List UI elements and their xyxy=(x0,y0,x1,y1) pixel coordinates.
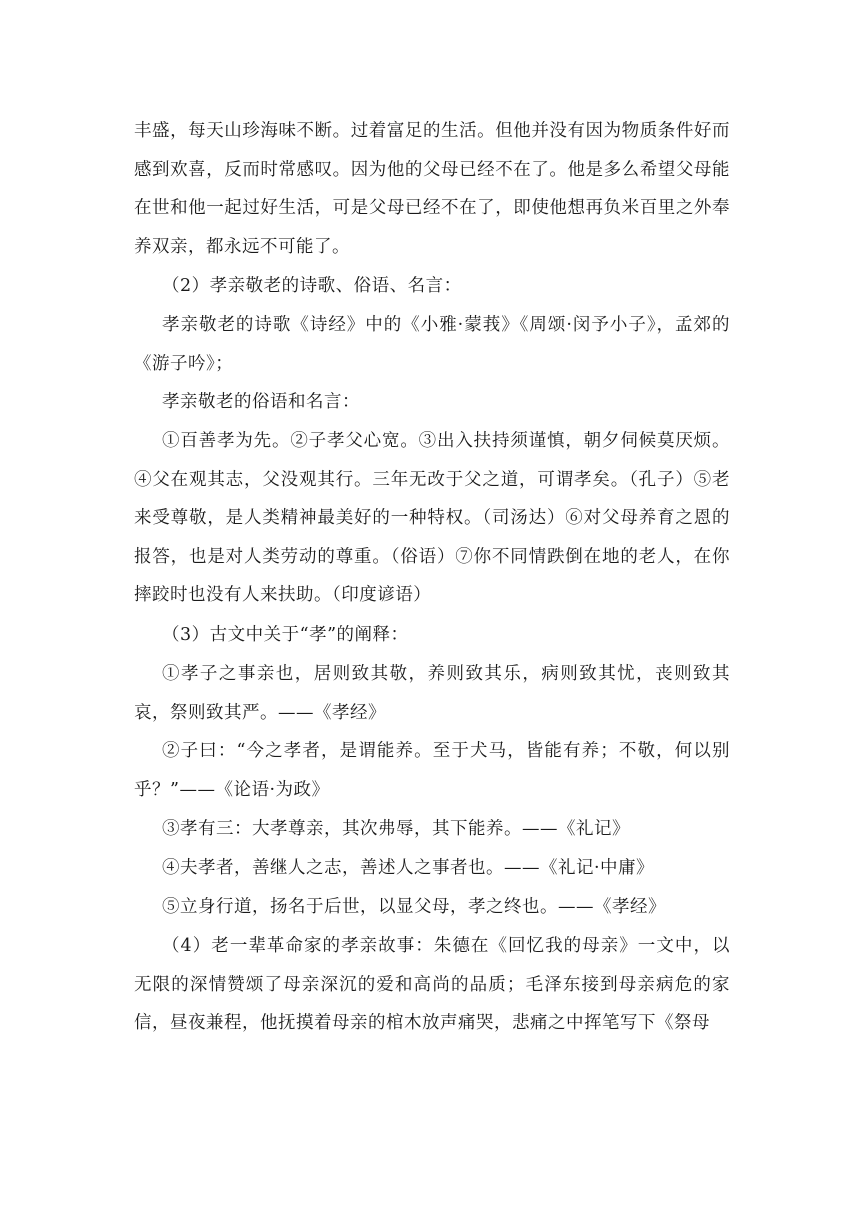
quote-xiaojing-2: ⑤立身行道，扬名于后世，以显父母，孝之终也。——《孝经》 xyxy=(162,897,666,917)
quote-xiaojing-1: ①孝子之事亲也，居则致其敬，养则致其乐，病则致其忧，丧则致其哀，祭则致其严。——《孝经》 xyxy=(134,664,730,723)
quote-zhongyong: ④夫孝者，善继人之志，善述人之事者也。——《礼记·中庸》 xyxy=(162,858,655,878)
quote-lunyu: ②子曰：“今之孝者，是谓能养。至于犬马，皆能有养；不敬，何以别乎？”——《论语·为政》 xyxy=(134,741,730,800)
section-heading-3: （3）古文中关于“孝”的阐释： xyxy=(162,625,409,645)
paragraph-sayings: ①百善孝为先。②子孝父心宽。③出入扶持须谨慎，朝夕伺候莫厌烦。④父在观其志，父没观其行。三年无改于父之道，可谓孝矣。（孔子）⑤老来受尊敬，是人类精神最美好的一种特权。（司汤达）⑥对父母养育之恩的报答，也是对人类劳动的尊重。（俗语）⑦你不同情跌倒在地的老人，在你摔跤时也没有人来扶助。（印度谚语） xyxy=(134,431,730,605)
quote-liji: ③孝有三：大孝尊亲，其次弗辱，其下能养。——《礼记》 xyxy=(162,819,630,839)
paragraph-sayings-intro: 孝亲敬老的俗语和名言： xyxy=(162,392,360,412)
paragraph-continuation: 丰盛，每天山珍海味不断。过着富足的生活。但他并没有因为物质条件好而感到欢喜，反而时常感叹。因为他的父母已经不在了。他是多么希望父母能在世和他一起过好生活，可是父母已经不在了，即使他想再负米百里之外奉养双亲，都永远不可能了。 xyxy=(134,121,730,257)
paragraph-poems: 孝亲敬老的诗歌《诗经》中的《小雅·蒙莪》《周颂·闵予小子》，孟郊的《游子吟》； xyxy=(134,315,730,374)
section-heading-2: （2）孝亲敬老的诗歌、俗语、名言： xyxy=(162,276,462,296)
section-heading-4-paragraph: （4）老一辈革命家的孝亲故事：朱德在《回忆我的母亲》一文中，以无限的深情赞颂了母亲深沉的爱和高尚的品质；毛泽东接到母亲病危的家信，昼夜兼程，他抚摸着母亲的棺木放声痛哭，悲痛之中挥笔写下《祭母 xyxy=(134,936,730,1033)
